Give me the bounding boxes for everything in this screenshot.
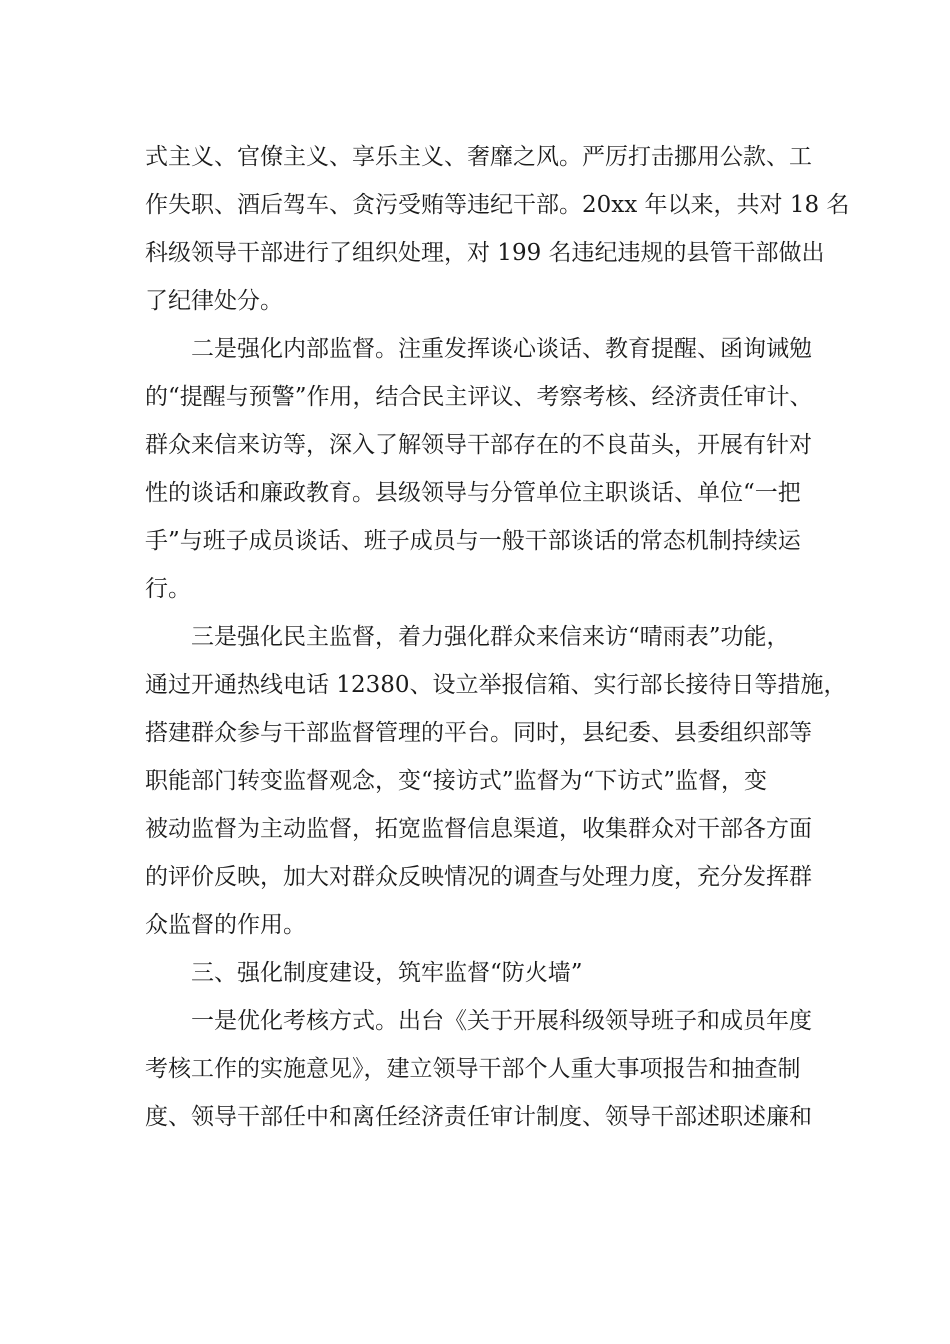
text-line: 度、领导干部任中和离任经济责任审计制度、领导干部述职述廉和 xyxy=(145,1104,812,1130)
paragraph-assessment-method xyxy=(145,997,812,1141)
text-line: 一是优化考核方式。出台《关于开展科级领导班子和成员年度 xyxy=(145,1008,812,1034)
paragraph-discipline-punishment xyxy=(145,133,850,325)
section-heading-text: 三、强化制度建设，筑牢监督“防火墙” xyxy=(145,960,583,986)
text-line: 被动监督为主动监督，拓宽监督信息渠道，收集群众对干部各方面 xyxy=(145,816,812,842)
text-line: 通过开通热线电话 12380、设立举报信箱、实行部长接待日等措施， xyxy=(145,672,847,698)
text-line: 搭建群众参与干部监督管理的平台。同时，县纪委、县委组织部等 xyxy=(145,720,812,746)
text-line: 手”与班子成员谈话、班子成员与一般干部谈话的常态机制持续运 xyxy=(145,528,801,554)
text-line: 了纪律处分。 xyxy=(145,288,283,314)
text-line: 作失职、酒后驾车、贪污受贿等违纪干部。20xx 年以来，共对 18 名 xyxy=(145,192,850,218)
paragraph-democratic-supervision xyxy=(145,613,847,949)
paragraph-internal-supervision xyxy=(145,325,813,613)
text-line: 二是强化内部监督。注重发挥谈心谈话、教育提醒、函询诫勉 xyxy=(145,336,812,362)
section-heading xyxy=(145,949,805,997)
text-line: 三是强化民主监督，着力强化群众来信来访“晴雨表”功能， xyxy=(145,624,790,650)
text-line: 群众来信来访等，深入了解领导干部存在的不良苗头，开展有针对 xyxy=(145,432,812,458)
text-line: 众监督的作用。 xyxy=(145,912,306,938)
text-line: 科级领导干部进行了组织处理，对 199 名违纪违规的县管干部做出 xyxy=(145,240,825,266)
text-line: 式主义、官僚主义、享乐主义、奢靡之风。严厉打击挪用公款、工 xyxy=(145,144,812,170)
text-line: 的评价反映，加大对群众反映情况的调查与处理力度，充分发挥群 xyxy=(145,864,812,890)
document-body xyxy=(145,133,850,1141)
text-line: 性的谈话和廉政教育。县级领导与分管单位主职谈话、单位“一把 xyxy=(145,480,801,506)
text-line: 行。 xyxy=(145,576,191,602)
text-line: 职能部门转变监督观念，变“接访式”监督为“下访式”监督，变 xyxy=(145,768,768,794)
text-line: 的“提醒与预警”作用，结合民主评议、考察考核、经济责任审计、 xyxy=(145,384,813,410)
text-line: 考核工作的实施意见》，建立领导干部个人重大事项报告和抽查制 xyxy=(145,1056,801,1082)
